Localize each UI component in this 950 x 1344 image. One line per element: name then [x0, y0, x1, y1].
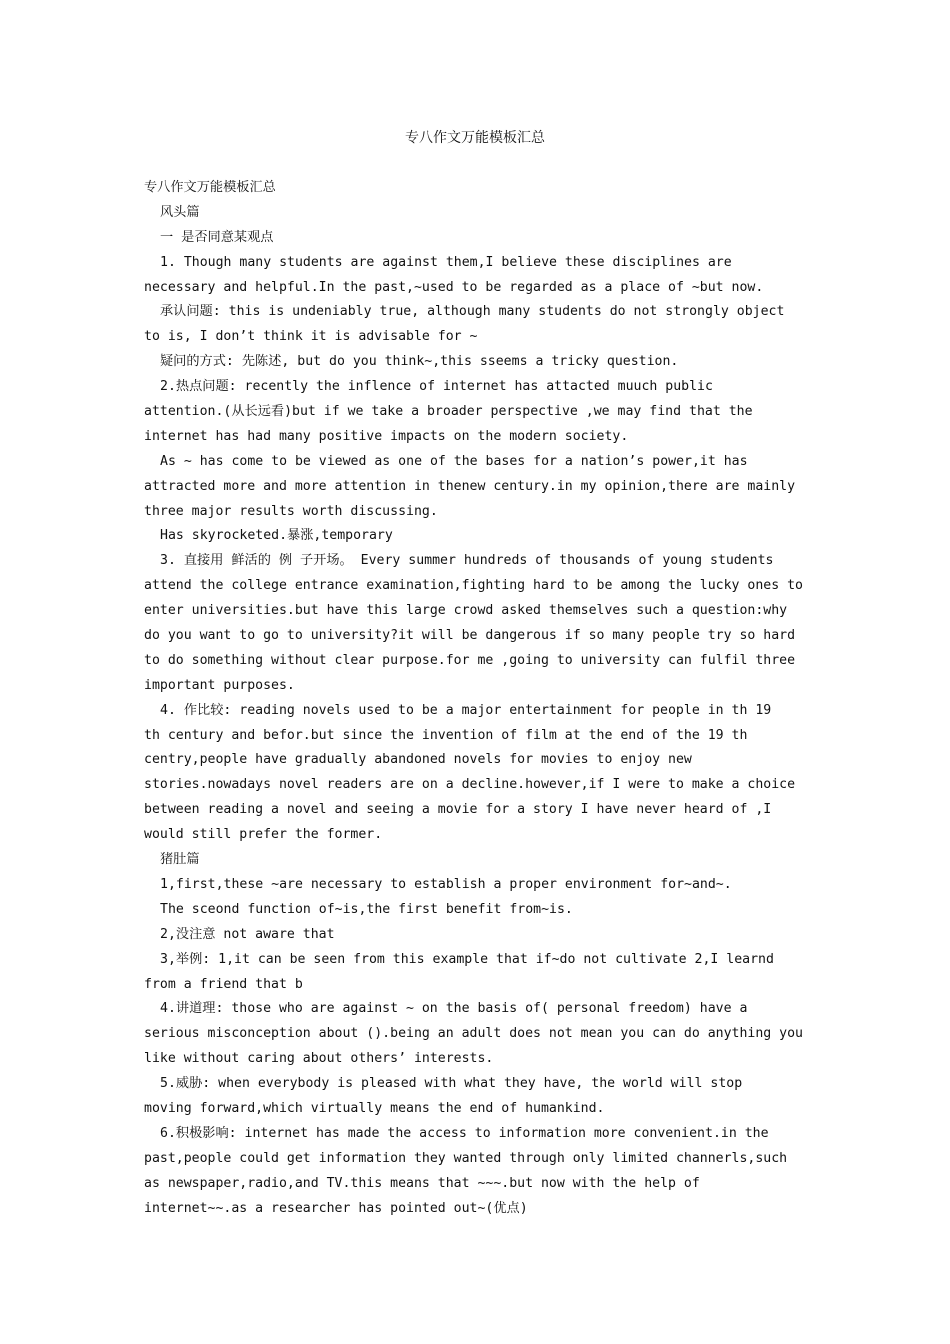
- body-line: Has skyrocketed.暴涨,temporary: [160, 528, 393, 544]
- body-line: past,people could get information they wanted through only limited channerls,such: [144, 1150, 788, 1166]
- body-line: 4.讲道理: those who are against ~ on the basis of( personal freedom) have a: [160, 1001, 748, 1017]
- body-line: from a friend that b: [144, 976, 303, 992]
- body-line: attention.(从长远看)but if we take a broader perspective ,we may find that the: [144, 404, 753, 420]
- body-line: three major results worth discussing.: [144, 503, 438, 519]
- body-line: 疑问的方式: 先陈述, but do you think~,this sseems a tricky question.: [160, 354, 679, 370]
- body-line: would still prefer the former.: [144, 827, 383, 843]
- body-line: 6.积极影响: internet has made the access to information more convenient.in the: [160, 1125, 769, 1141]
- body-line: do you want to go to university?it will be dangerous if so many people try so hard: [144, 628, 796, 644]
- body-line: th century and befor.but since the invention of film at the end of the 19 th: [144, 727, 748, 743]
- body-line: 风头篇: [160, 204, 200, 220]
- body-line: 3. 直接用 鲜活的 例 子开场。 Every summer hundreds of thousands of young students: [160, 553, 774, 569]
- document-body: [144, 176, 810, 1221]
- body-line: like without caring about others’ interests.: [144, 1051, 494, 1067]
- body-line: 4. 作比较: reading novels used to be a major entertainment for people in th 19: [160, 702, 772, 718]
- body-line: As ~ has come to be viewed as one of the bases for a nation’s power,it has: [160, 453, 748, 469]
- body-line: to is, I don’t think it is advisable for ~: [144, 329, 478, 345]
- body-line: to do something without clear purpose.for me ,going to university can fulfil three: [144, 652, 796, 668]
- body-line: The sceond function of~is,the first benefit from~is.: [160, 901, 573, 917]
- page-title: 专八作文万能模板汇总: [405, 130, 545, 146]
- body-line: 2.热点问题: recently the inflence of internet has attacted muuch public: [160, 379, 713, 395]
- body-line: 2,没注意 not aware that: [160, 926, 335, 942]
- body-line: attend the college entrance examination,fighting hard to be among the lucky ones to: [144, 578, 803, 594]
- body-line: 5.威胁: when everybody is pleased with what they have, the world will stop: [160, 1076, 743, 1092]
- body-line: 1,first,these ~are necessary to establish a proper environment for~and~.: [160, 876, 732, 892]
- body-line: important purposes.: [144, 677, 295, 693]
- body-line: 1. Though many students are against them,I believe these disciplines are: [160, 254, 732, 270]
- body-line: necessary and helpful.In the past,~used to be regarded as a place of ~but now.: [144, 279, 764, 295]
- body-line: 专八作文万能模板汇总: [144, 180, 276, 195]
- body-line: attracted more and more attention in thenew century.in my opinion,there are mainly: [144, 478, 796, 494]
- body-line: stories.nowadays novel readers are on a decline.however,if I were to make a choice: [144, 777, 796, 793]
- body-line: internet~~.as a researcher has pointed out~(优点): [144, 1200, 528, 1216]
- body-line: moving forward,which virtually means the end of humankind.: [144, 1100, 605, 1116]
- body-line: 承认问题: this is undeniably true, although many students do not strongly object: [160, 304, 785, 320]
- body-line: 一 是否同意某观点: [160, 229, 274, 245]
- body-line: 3,举例: 1,it can be seen from this example that if~do not cultivate 2,I learnd: [160, 951, 774, 967]
- body-line: between reading a novel and seeing a movie for a story I have never heard of ,I: [144, 802, 772, 818]
- body-line: enter universities.but have this large crowd asked themselves such a question:why: [144, 603, 788, 619]
- body-line: serious misconception about ().being an adult does not mean you can do anything you: [144, 1026, 803, 1042]
- body-line: as newspaper,radio,and TV.this means that ~~~.but now with the help of: [144, 1175, 700, 1191]
- body-line: centry,people have gradually abandoned novels for movies to enjoy new: [144, 752, 692, 768]
- body-line: 猪肚篇: [160, 852, 200, 868]
- body-line: internet has had many positive impacts on the modern society.: [144, 428, 629, 444]
